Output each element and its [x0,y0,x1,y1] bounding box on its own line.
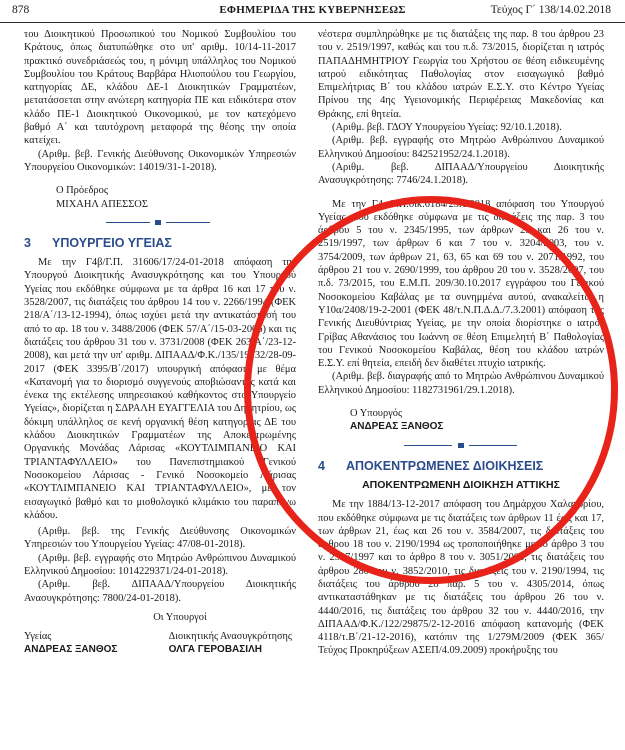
right-ref-dipaad: (Αριθμ. βεβ. ΔΙΠΑΑΔ/Υπουργείου Διοικητικής Ανασυγκρότησης: 7746/24.1.2018). [318,161,604,187]
page-header [0,0,625,23]
left-intro-paragraph: του Διοικητικού Προσωπικού του Νομικού Συμβουλίου του Κράτους, όπως διατυπώθηκε στο υπ' αριθμ. 10/14-11-2017 πρακτικό συνεδριάσεώς του, η μόνιμη υπάλληλος του Νομικού Συμβουλίου του Κράτους Βαρβάρα Ηλιοπούλου του Γεωργίου, κατηγορίας ΔΕ, κλάδου ΔΕ-1 Διοικητικών Γραμματέων, μετατάσσεται στην ανώτερη κατηγορία ΠΕ και ειδικότερα στον κλάδο ΠΕ-1 Διοικητικού Οικονομικού, με τον κατεχόμενο βαθμό Α΄ και ταυτόχρονη μεταφορά της θέσης την οποία κατείχει. [24,29,296,147]
section-divider-right [318,440,604,452]
president-role: Ο Πρόεδρος [56,185,108,197]
right-column [318,28,604,658]
revocation-decision-paragraph: Με την Γ4α/Γ.Π.οικ.6184/23.1.2018 απόφαση του Υπουργού Υγείας, που εκδόθηκε σύμφωνα με τις διατάξεις της παρ. 3 του άρθρου 5 του ν. 2345/1995, των άρθρων 23 και 26 του ν. 2519/1997, των άρθρων 6 και 7 του ν. 3204/2003, του ν. 3754/2009, των άρθρων 21, 63, 65 και 69 του ν. 2071/1992, του άρθρου 21 του ν. 2690/1999, του άρθρου 20 του ν. 3528/2007, του π.δ. 73/2015, του Ε.Μ.Π. 209/30.10.2017 εγγράφου του Γενικού Νοσοκομείου Καβάλας με τα συνημμένα αυτού, ανακαλείται η Υ10α/2408/19-2-2001 (ΦΕΚ 48/τ.Ν.Π.Δ.Δ./7.3.2001) απόφαση της Γενικής Διευθύντριας Υγείας, με την οποία διορίστηκε ο ιατρός Γρίβας Αθανάσιος του Ιωάννη σε θέση Επιμελητή Β΄ Παθολογίας του Γενικού Νοσοκομείου Καβάλας, θέση του κλάδου ιατρών Ε.Σ.Υ. επί θητεία, επειδή δεν διαθέτει πτυχίο ιατρικής. [318,198,604,370]
section-4-number: 4 [318,458,325,473]
section-divider [24,217,296,229]
attica-subheading: ΑΠΟΚΕΝΤΡΩΜΕΝΗ ΔΙΟΙΚΗΣΗ ΑΤΤΙΚΗΣ [362,478,560,491]
health-decision-paragraph: Με την Γ4β/Γ.Π. 31606/17/24-01-2018 απόφαση της Υπουργού Διοικητικής Ανασυγκρότησης και του Υπουργού Υγείας που εκδόθηκε σύμφωνα με τα άρθρα 16 και 17 του ν. 3528/2007, τις διατάξεις του άρθρου 14 του ν. 2266/1994 (ΦΕΚ 218/Α΄/13-12-1994), όπως ισχύει μετά την αντικατάστασή του από το αρ. 18 του ν. 3488/2006 (ΦΕΚ 57/Α΄/15-03-2006) και τις διατάξεις του άρθρου 31 του ν. 3731/2008 (ΦΕΚ 263/Α΄/23-12-2008), και μετά την υπ' αριθμ. ΔΙΠΑΑΔ/Φ.Κ./135/19132/28-09-2017 (ΦΕΚ 3395/Β΄/2017) υπουργική απόφαση με θέμα «Κατανομή για το διορισμό συγγενούς αποβιώσαντος κατά και ένεκα της εκτέλεσης υπηρεσιακού καθήκοντος στο Υπουργείο Υγείας», διορίζεται η ΣΔΡΑΛΗ ΕΥΑΓΓΕΛΙΑ του Δημητρίου, ως δόκιμη υπάλληλος σε κενή οργανική θέση κατηγορίας ΔΕ του κλάδου Διοικητικών Γραμματέων της Αποκεντρωμένης Οργανικής Μονάδας Λάρισας «ΚΟΥΤΛΙΜΠΑΝΕΙΟ ΚΑΙ ΤΡΙΑΝΤΑΦΥΛΛΕΙΟ» του Πανεπιστημιακού Γενικού Νοσοκομείου Λάρισας - Γενικό Νοσοκομείο Λάρισας «ΚΟΥΤΛΙΜΠΑΝΕΙΟ ΚΑΙ ΤΡΙΑΝΤΑΦΥΛΛΕΙΟ», με τον εισαγωγικό βαθμό και το μισθολογικό κλιμάκιο του παραπάνω κλάδου. [24,257,296,521]
chalandri-decision-paragraph: Με την 1884/13-12-2017 απόφαση του Δημάρχου Χαλανδρίου, που εκδόθηκε σύμφωνα με τις διατάξεις των άρθρων 11 έως και 17, των άρθρων 21, έως και 26 του ν. 3584/2007, τις διατάξεις του άρθρου 18 του ν. 2190/1994 ως τροποποιήθηκε με το άρθρο 3 του ν. 2527/1997 και το άρθρο 8 του ν. 3051/2003, τις διατάξεις του άρθρου 280 του ν. 3852/2010, τις διατάξεις του ν. 2190/1994, τις διατάξεις του άρθρου 28 παρ. 5 του ν. 4305/2014, όπως αντικαταστάθηκαν με τις διατάξεις του άρθρου 26 του ν. 4440/2016, τις διατάξεις του άρθρου 32 του ν. 4440/2016, την ΔΙΠΑΑΔ/Φ.Κ./122/29875/2-12-2016 απόφαση κατανομής (ΦΕΚ 4118/τ.Β΄/21-12-2016), κατόπιν της 1/279Μ/2009 (ΦΕΚ 365/Τεύχος Προκηρύξεων ΑΣΕΠ/4.09.2009) προκήρυξης του [318,499,604,657]
right-intro-paragraph: νέστερα συμπληρώθηκε με τις διατάξεις της παρ. 8 του άρθρου 23 του ν. 2519/1997, καθώς και του π.δ. 73/2015, διορίζεται η ιατρός ΠΑΠΑΔΗΜΗΤΡΙΟΥ Γεωργία του Χρήστου σε θέση ειδικευμένης ιατρού ειδικότητας Παθολογίας στον εισαγωγικό βαθμό Επιμελήτριας Β΄ του κλάδου ιατρών Ε.Σ.Υ. στο Κέντρο Υγείας Πρίνου της 4ης Υγειονομικής Περιφέρειας Μακεδονίας και Θράκης, επί θητεία. [318,29,604,120]
minister-health-role: Υγείας [24,631,52,643]
health-ref-dipaad: (Αριθμ. βεβ. ΔΙΠΑΑΔ/Υπουργείου Διοικητικής Ανασυγκρότησης: 7800/24-01-2018). [24,579,296,604]
right-ref-gdou: (Αριθμ. βεβ. ΓΔΟΥ Υπουργείου Υγείας: 92/10.1.2018). [332,122,562,134]
ministers-heading: Οι Υπουργοί [153,611,207,623]
minister-name: ΑΝΔΡΕΑΣ ΞΑΝΘΟΣ [350,421,444,433]
section-3-title: ΥΠΟΥΡΓΕΙΟ ΥΓΕΙΑΣ [52,235,172,250]
left-column [24,28,296,657]
section-3-number: 3 [24,235,31,250]
right-ref-registry: (Αριθμ. βεβ. εγγραφής στο Μητρώο Ανθρώπινου Δυναμικού Ελληνικού Δημοσίου: 842521952/24.1.2018). [318,135,604,160]
minister-admin-name: ΟΛΓΑ ΓΕΡΟΒΑΣΙΛΗ [168,644,262,656]
health-ref-budget: (Αριθμ. βεβ. της Γενικής Διεύθυνσης Οικονομικών Υπηρεσιών του Υπουργείου Υγείας: 47/08-01-2018). [24,526,296,551]
minister-admin-role: Διοικητικής Ανασυγκρότησης [168,631,292,643]
minister-admin [169,630,296,657]
health-ref-registry: (Αριθμ. βεβ. εγγραφής στο Μητρώο Ανθρώπινου Δυναμικού Ελληνικού Δημοσίου: 1014229371/24-01-2018). [24,552,296,577]
minister-health [24,630,117,657]
section-3-heading [24,237,296,250]
page-number: 878 [12,4,30,16]
left-ref-finance: (Αριθμ. βεβ. Γενικής Διεύθυνσης Οικονομικών Υπηρεσιών Υπουργείου Οικονομικών: 14019/31-1-2018). [24,148,296,173]
minister-health-name: ΑΝΔΡΕΑΣ ΞΑΝΘΟΣ [24,644,118,656]
deletion-ref-registry: (Αριθμ. βεβ. διαγραφής από το Μητρώο Ανθρώπινου Δυναμικού Ελληνικού Δημοσίου: 1182731961/29.1.2018). [318,371,604,396]
section-4-heading [318,460,604,473]
president-name: ΜΙΧΑΗΛ ΑΠΕΣΣΟΣ [56,198,148,210]
minister-role: Ο Υπουργός [350,408,403,420]
section-4-title: ΑΠΟΚΕΝΤΡΩΜΕΝΕΣ ΔΙΟΙΚΗΣΕΙΣ [346,458,544,473]
ministers-signatures [24,630,296,657]
newspaper-title: ΕΦΗΜΕΡΙΔΑ ΤΗΣ ΚΥΒΕΡΝΗΣΕΩΣ [219,4,406,16]
issue-info: Τεύχος Γ΄ 138/14.02.2018 [490,4,611,16]
